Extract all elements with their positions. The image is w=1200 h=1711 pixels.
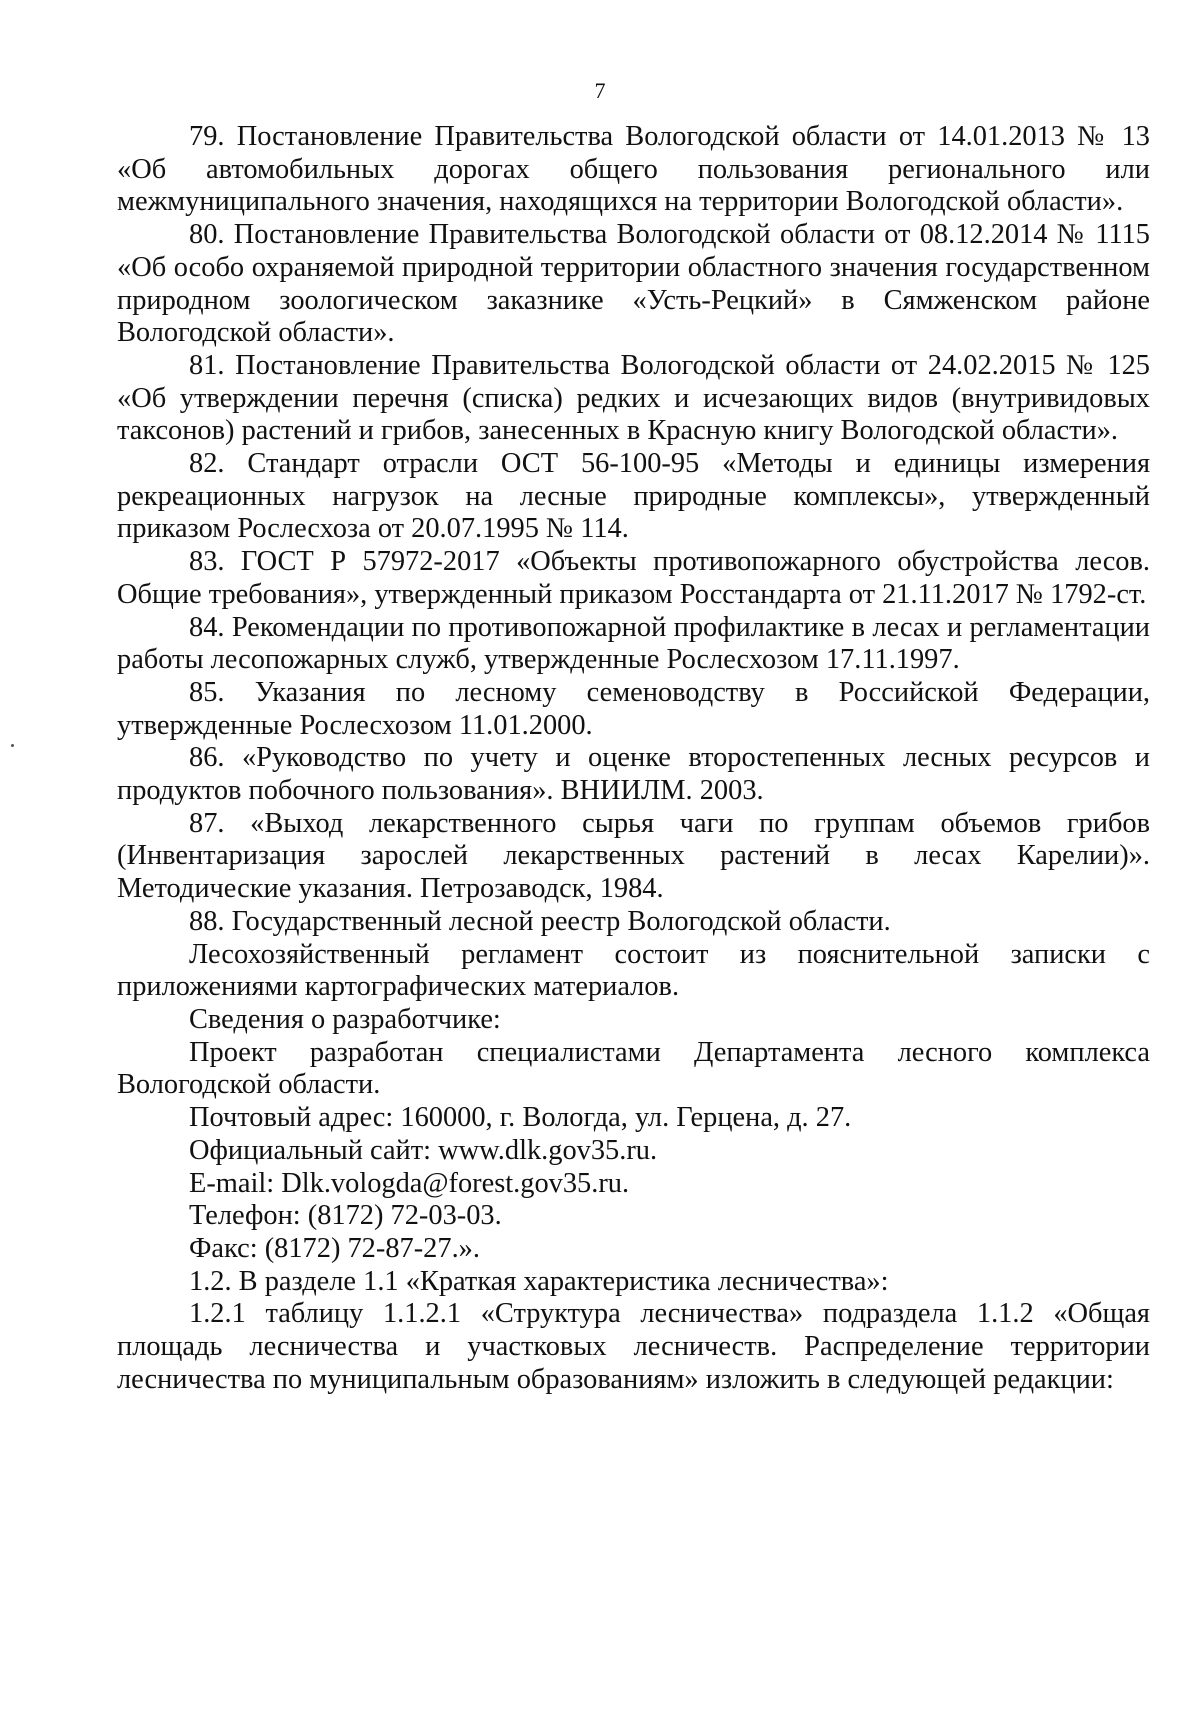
official-website: Официальный сайт: www.dlk.gov35.ru. [189,1134,658,1166]
paragraph-85: 85. Указания по лесному семеноводству в Российской Федерации, утвержденные Рослесхозом 11.01.2000. [117,676,1150,741]
postal-address: Почтовый адрес: 160000, г. Вологда, ул. Герцена, д. 27. [189,1102,852,1134]
regulation-composition: Лесохозяйственный регламент состоит из пояснительной записки с приложениями картографических материалов. [117,938,1150,1003]
document-body [117,121,1150,1396]
paragraph-87: 87. «Выход лекарственного сырья чаги по группам объемов грибов (Инвентаризация зарослей лекарственных растений в лесах Карелии)». Методические указания. Петрозаводск, 1984. [117,807,1150,905]
page-number: 7 [594,78,606,103]
email: E-mail: Dlk.vologda@forest.gov35.ru. [189,1167,630,1199]
fax: Факс: (8172) 72-87-27.». [189,1232,480,1264]
paragraph-80: 80. Постановление Правительства Вологодской области от 08.12.2014 № 1115 «Об особо охраняемой природной территории областного значения государственном природном зоологическом заказнике «Усть-Рецкий» в Сямженском районе Вологодской области». [117,219,1150,349]
paragraph-84: 84. Рекомендации по противопожарной профилактике в лесах и регламентации работы лесопожарных служб, утвержденные Рослесхозом 17.11.1997. [117,611,1150,676]
section-1-2: 1.2. В разделе 1.1 «Краткая характеристика лесничества»: [189,1265,889,1297]
phone: Телефон: (8172) 72-03-03. [189,1200,502,1232]
paragraph-82: 82. Стандарт отрасли ОСТ 56-100-95 «Методы и единицы измерения рекреационных нагрузок на лесные природные комплексы», утвержденный приказом Рослесхоза от 20.07.1995 № 114. [117,448,1150,545]
developer-info: Проект разработан специалистами Департамента лесного комплекса Вологодской области. [117,1036,1150,1101]
paragraph-83: 83. ГОСТ Р 57972-2017 «Объекты противопожарного обустройства лесов. Общие требования», утвержденный приказом Росстандарта от 21.11.2017 № 1792-ст. [117,546,1150,610]
paragraph-88: 88. Государственный лесной реестр Вологодской области. [189,905,891,937]
paragraph-86: 86. «Руководство по учету и оценке второстепенных лесных ресурсов и продуктов побочного пользования». ВНИИЛМ. 2003. [117,742,1150,807]
section-1-2-1: 1.2.1 таблицу 1.1.2.1 «Структура лесничества» подраздела 1.1.2 «Общая площадь лесничества и участковых лесничеств. Распределение территории лесничества по муниципальным образованиям» изложить в следующей редакции: [117,1298,1150,1395]
scan-speck [11,744,14,747]
paragraph-81: 81. Постановление Правительства Вологодской области от 24.02.2015 № 125 «Об утверждении перечня (списка) редких и исчезающих видов (внутривидовых таксонов) растений и грибов, занесенных в Красную книгу Вологодской области». [117,349,1150,447]
paragraph-79: 79. Постановление Правительства Вологодской области от 14.01.2013 № 13 «Об автомобильных дорогах общего пользования регионального или межмуниципального значения, находящихся на территории Вологодской области». [117,121,1150,218]
developer-heading: Сведения о разработчике: [189,1003,501,1035]
